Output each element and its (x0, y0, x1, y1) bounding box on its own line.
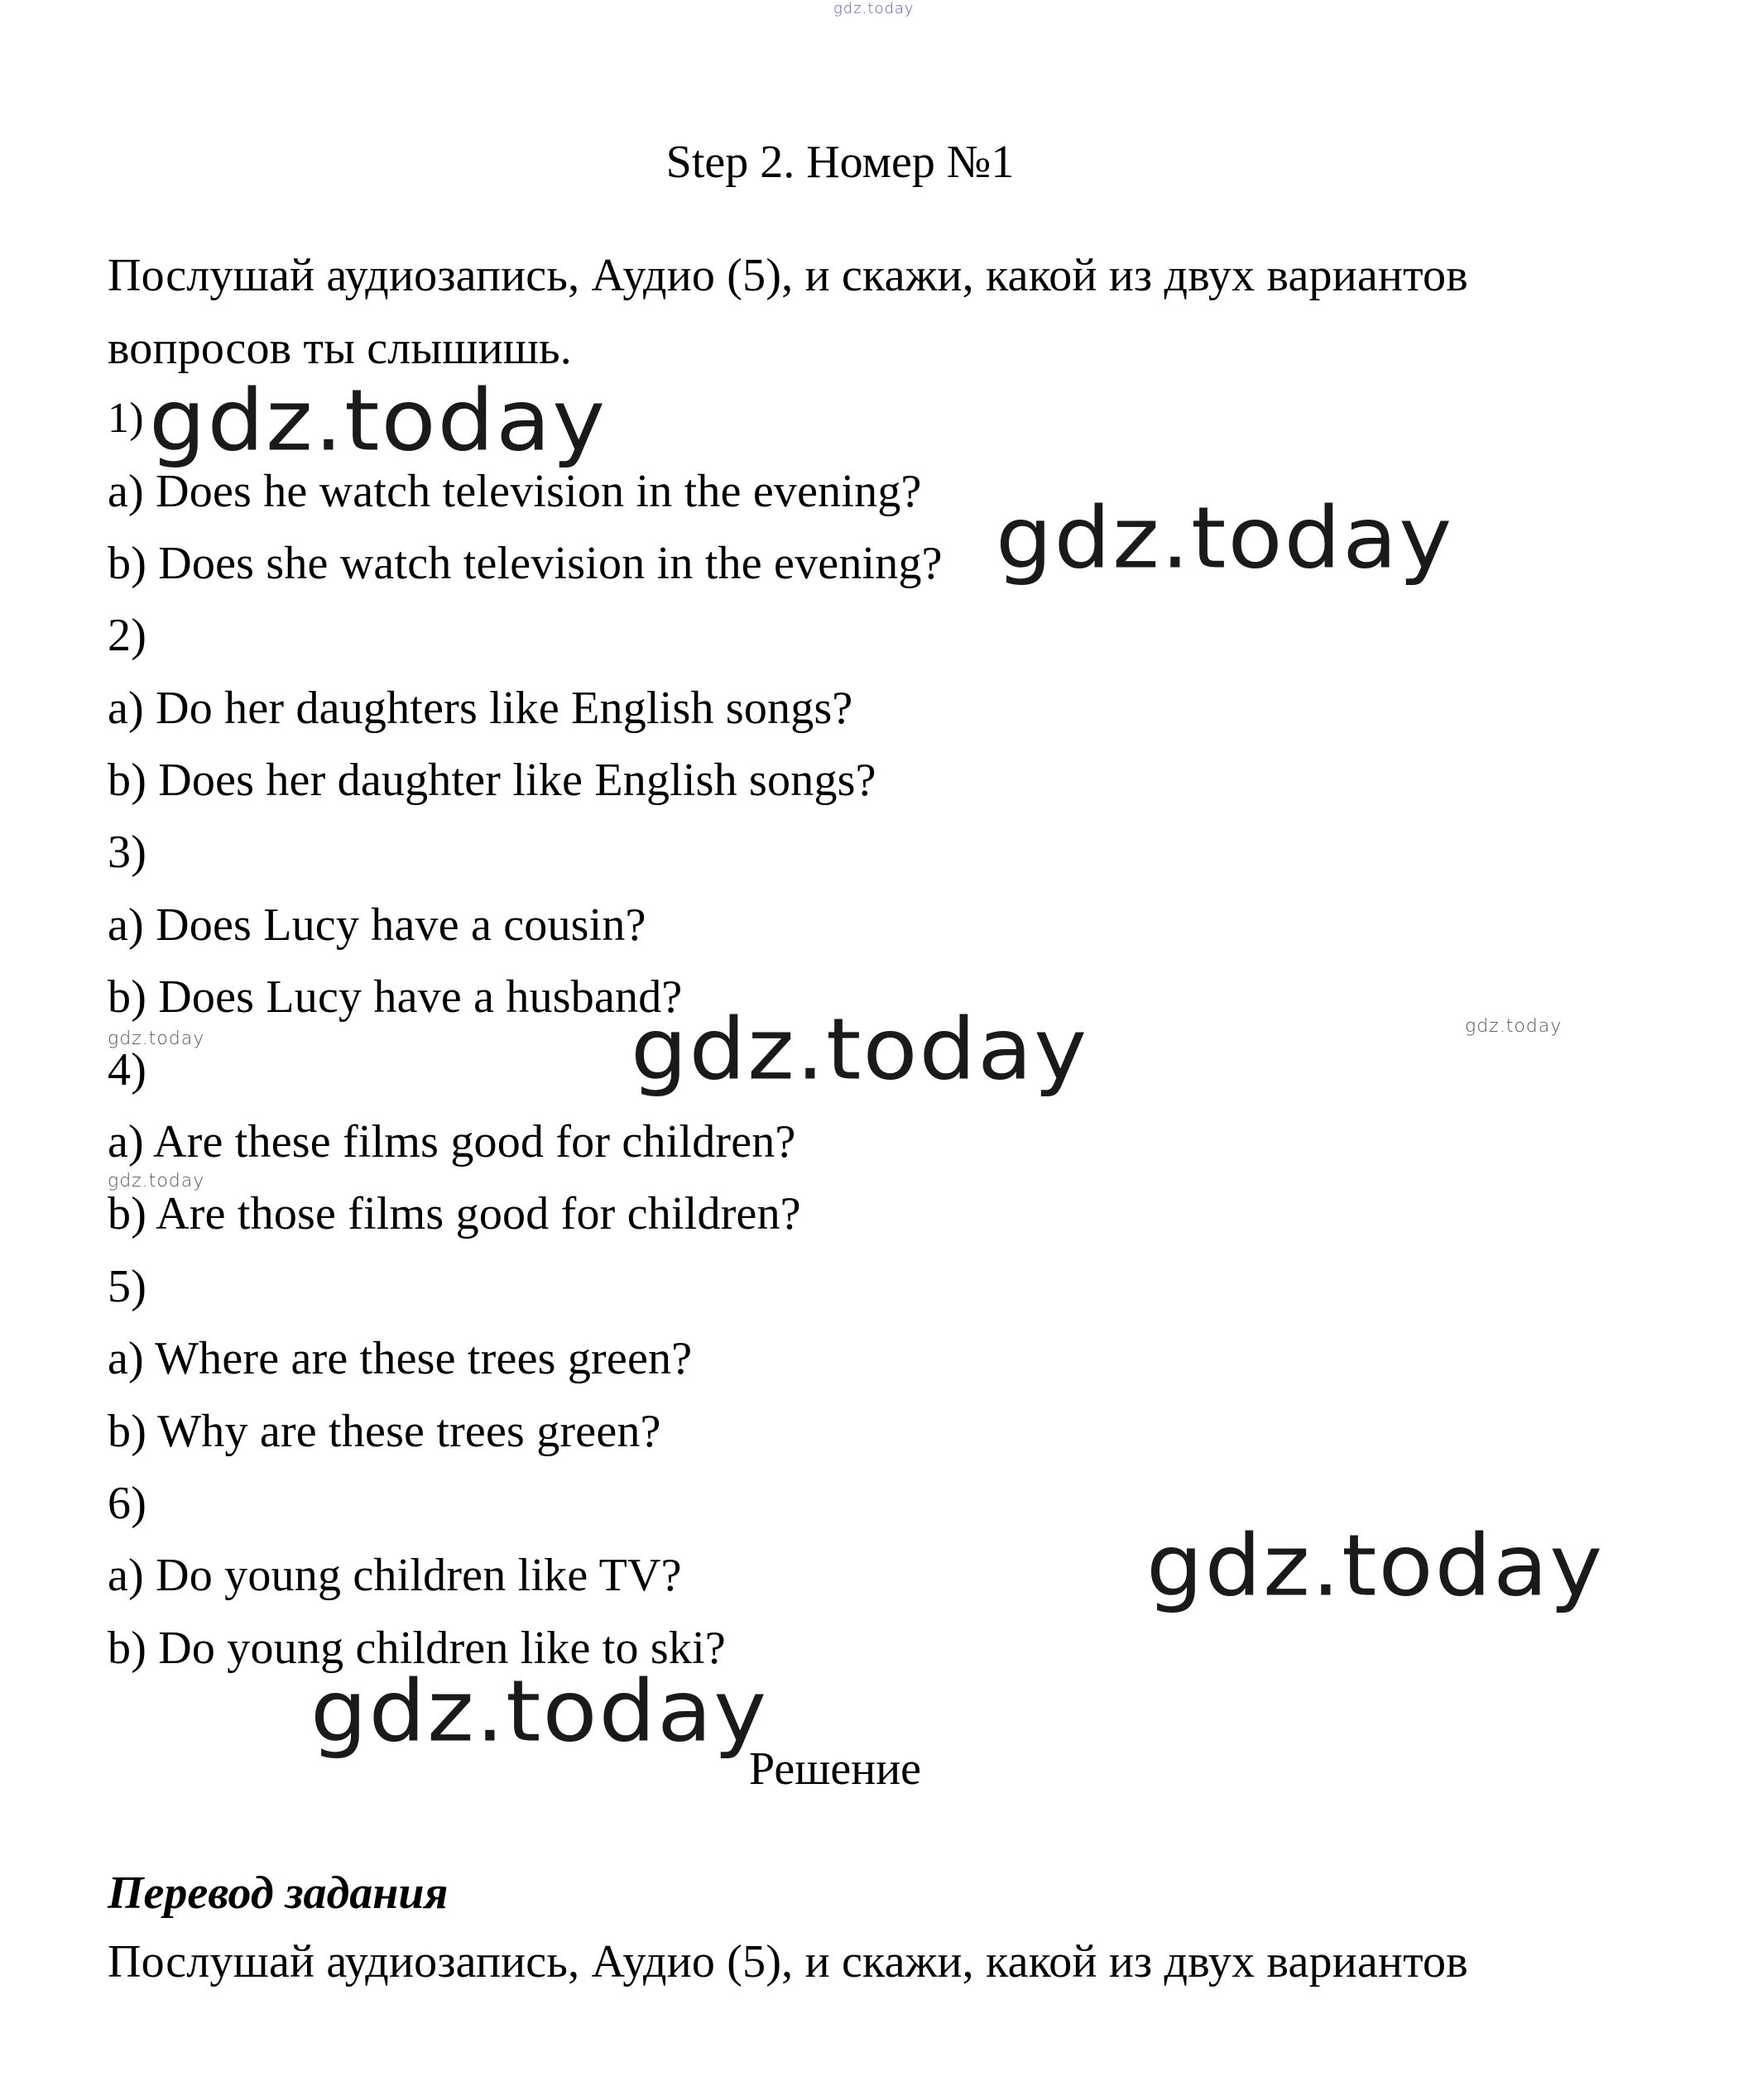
question-4-option-a: a) Are these films good for children? (108, 1116, 796, 1167)
translation-heading: Перевод задания (108, 1867, 449, 1919)
question-5-option-a: a) Where are these trees green? (108, 1333, 693, 1384)
page-title: Step 2. Номер №1 (665, 137, 1015, 188)
question-3-option-a: a) Does Lucy have a cousin? (108, 899, 646, 951)
question-number-6: 6) (108, 1478, 147, 1529)
watermark-large-2: gdz.today (996, 489, 1454, 588)
instruction-line-1: Послушай аудиозапись, Аудио (5), и скажи, какой из двух вариантов (108, 250, 1468, 301)
question-4-option-b: b) Are those films good for children? (108, 1188, 801, 1239)
translation-text: Послушай аудиозапись, Аудио (5), и скажи, какой из двух вариантов (108, 1936, 1468, 1987)
question-number-4: 4) (108, 1044, 147, 1096)
instruction-line-2: вопросов ты слышишь. (108, 323, 572, 374)
solution-label: Решение (749, 1743, 922, 1795)
question-5-option-b: b) Why are these trees green? (108, 1406, 661, 1457)
question-3-option-b: b) Does Lucy have a husband? (108, 971, 683, 1023)
question-6-option-a: a) Do young children like TV? (108, 1550, 682, 1601)
question-1-option-b: b) Does she watch television in the evening? (108, 538, 943, 589)
question-2-option-b: b) Does her daughter like English songs? (108, 755, 876, 806)
question-1-option-a: a) Does he watch television in the evening? (108, 466, 922, 517)
watermark-large-5: gdz.today (310, 1662, 769, 1762)
question-number-2: 2) (108, 610, 147, 661)
question-number-5: 5) (108, 1261, 147, 1312)
question-number-3: 3) (108, 827, 147, 878)
watermark-small-3: gdz.today (108, 1171, 205, 1191)
question-6-option-b: b) Do young children like to ski? (108, 1623, 726, 1674)
top-watermark: gdz.today (833, 0, 915, 17)
question-2-option-a: a) Do her daughters like English songs? (108, 683, 853, 734)
watermark-large-4: gdz.today (1146, 1517, 1605, 1616)
watermark-large-3: gdz.today (631, 1000, 1089, 1100)
question-number-1: 1) (108, 395, 144, 442)
watermark-large-1: gdz.today (149, 372, 607, 471)
watermark-small-2: gdz.today (1465, 1016, 1563, 1037)
watermark-small-1: gdz.today (108, 1028, 205, 1049)
